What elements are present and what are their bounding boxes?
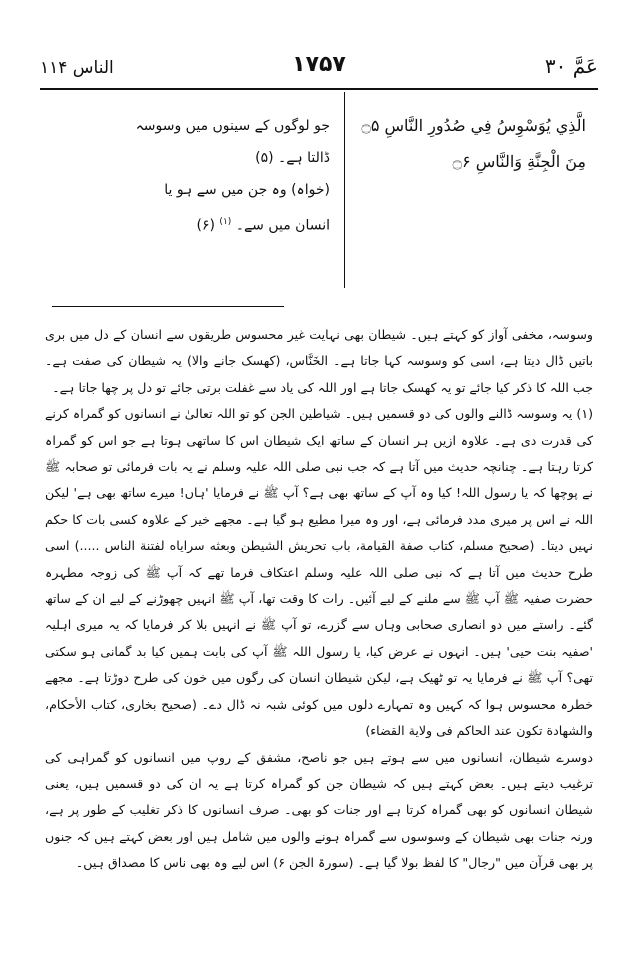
verse-text: مِنَ الْجِنَّةِ وَالنَّاسِ — [475, 152, 586, 171]
footnote-rule — [52, 306, 284, 307]
verse-number: (۶) — [196, 217, 215, 234]
verse-6 — [356, 144, 586, 180]
footnote-ref: (۱) — [219, 217, 232, 227]
surah-label: الناس ۱۱۴ — [40, 58, 114, 78]
verse-end-marker: ۝۵ — [361, 116, 380, 135]
verse-end-marker: ۝۶ — [452, 152, 471, 171]
commentary — [45, 322, 593, 877]
header-rule — [40, 88, 598, 90]
page-number: ۱۷۵۷ — [292, 52, 346, 77]
verse-5 — [356, 108, 586, 144]
translation-text: جو لوگوں کے سینوں میں وسوسہ ڈالتا ہے۔ — [135, 118, 330, 166]
commentary-paragraph: دوسرے شیطان، انسانوں میں سے ہوتے ہیں جو ناصح، مشفق کے روپ میں انسانوں کو گمراہی کی ترغیب دیتے ہیں۔ بعض کہتے ہیں کہ شیطان جن کو گمراہ کرتا ہے یہ ان کی دو قسمیں ہیں، یعنی شیطان انسانوں کو بھی گمراہ کرتا ہے اور جنات کو بھی۔ صرف انسانوں کا ذکر تغلیب کے طور پر ہے، ورنہ جنات بھی شیطان کے وسوسوں سے گمراہ ہونے والوں میں شامل ہیں اور بعض کہتے ہیں کہ جنوں پر بھی قرآن میں "رجال" کا لفظ بولا گیا ہے۔ (سورۃ الجن ۶) اس لیے وہ بھی ناس کا مصداق ہیں۔ — [45, 749, 593, 871]
verse-number: (۵) — [255, 150, 274, 166]
commentary-paragraph: وسوسہ، مخفی آواز کو کہتے ہیں۔ شیطان بھی نہایت غیر محسوس طریقوں سے انسان کے دل میں بری باتیں ڈال دیتا ہے، اسی کو وسوسہ کہا جاتا ہے۔ الخَنَّاس، (کھسک جانے والا) یہ شیطان کی صفت ہے۔ جب اللہ کا ذکر کیا جائے تو یہ کھسک جاتا ہے اور اللہ کی یاد سے غفلت برتی جائے تو دل پر چھا جاتا ہے۔ — [45, 327, 593, 395]
translation-6 — [130, 174, 330, 242]
para-label: عَمَّ ۳۰ — [544, 54, 598, 78]
verse-text: الَّذِي يُوَسْوِسُ فِي صُدُورِ النَّاسِ — [384, 116, 586, 135]
page-header — [40, 52, 598, 86]
commentary-paragraph: (۱) یہ وسوسہ ڈالنے والوں کی دو قسمیں ہیں۔ شیاطین الجن کو تو اللہ تعالیٰ نے انسانوں کو گمراہ کرنے کی قدرت دی ہے۔ علاوہ ازیں ہر انسان کے ساتھ ایک شیطان اس کا ساتھی ہوتا ہے جو اس کو گمراہ کرتا رہتا ہے۔ چنانچہ حدیث میں آتا ہے کہ جب نبی صلی اللہ علیہ وسلم نے یہ بات فرمائی تو صحابہ ﷺ نے پوچھا کہ یا رسول اللہ! کیا وہ آپ کے ساتھ بھی ہے؟ آپ ﷺ نے فرمایا 'ہاں! میرے ساتھ بھی ہے' لیکن اللہ نے اس پر میری مدد فرمائی ہے، اور وہ میرا مطیع ہو گیا ہے۔ مجھے خیر کے علاوہ کسی بات کا حکم نہیں دیتا۔ (صحیح مسلم، کتاب صفة القیامة، باب تحریش الشیطن وبعثه سرایاه لفتنة الناس .....) اسی طرح حدیث میں آتا ہے کہ نبی صلی اللہ علیہ وسلم اعتکاف فرما تھے کہ آپ ﷺ کی زوجہ مطہرہ حضرت صفیہ ﷺ آپ ﷺ سے ملنے کے لیے آئیں۔ رات کا وقت تھا، آپ ﷺ انہیں چھوڑنے کے لیے ان کے ساتھ گئے۔ راستے میں دو انصاری صحابی وہاں سے گزرے، تو آپ ﷺ نے انہیں بلا کر فرمایا کہ یہ میری اہلیہ 'صفیہ بنت حیی' ہیں۔ انہوں نے عرض کیا، یا رسول اللہ ﷺ آپ کی بابت ہمیں کیا بد گمانی ہو سکتی تھی؟ آپ ﷺ نے فرمایا یہ تو ٹھیک ہے، لیکن شیطان انسان کی رگوں میں خون کی طرح دوڑتا ہے۔ مجھے خطرہ محسوس ہوا کہ کہیں وہ تمہارے دلوں میں کوئی شبہ نہ ڈال دے۔ (صحیح بخاری، کتاب الأحکام، والشهادة تکون عند الحاکم فی ولایة القضاء) — [45, 406, 593, 739]
arabic-verses — [356, 108, 586, 180]
translation-5 — [130, 110, 330, 174]
urdu-translation — [130, 110, 330, 242]
translation-text: (خواہ) وہ جن میں سے ہو یا انسان میں سے۔ — [164, 182, 330, 234]
column-divider — [344, 92, 345, 288]
